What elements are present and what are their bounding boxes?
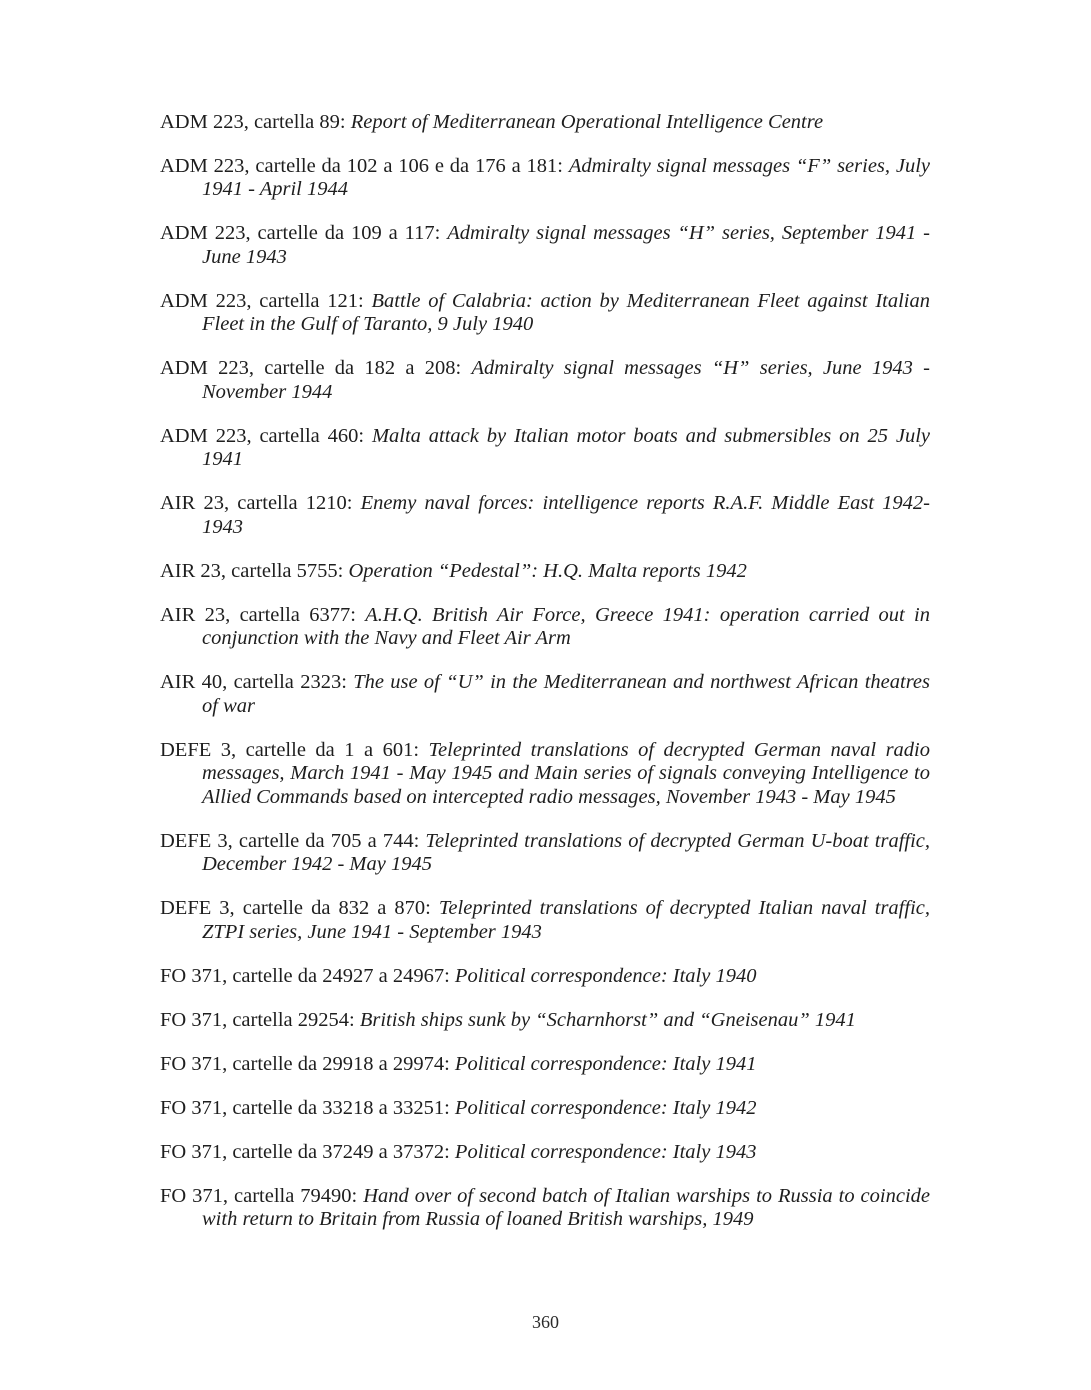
entry-reference: AIR 23, cartella 1210: [160, 492, 361, 514]
archival-source-list [160, 90, 930, 1249]
entry-reference: FO 371, cartelle da 33218 a 33251: [160, 1096, 455, 1119]
entry-reference: ADM 223, cartelle da 109 a 117: [160, 222, 448, 244]
source-entry [160, 155, 930, 202]
entry-title: Admiralty signal messages “F” series, July 1941 - April 1944 [202, 154, 931, 200]
entry-reference: DEFE 3, cartelle da 705 a 744: [160, 829, 426, 852]
entry-title: Teleprinted translations of decrypted German naval radio messages, March 1941 - May 1945 and Main series of signals conveying Intelligence to Allied Commands based on intercepted radio messages, November 1943 - May 1945 [202, 738, 931, 808]
source-entry [160, 739, 930, 810]
entry-reference: FO 371, cartella 79490: [160, 1184, 364, 1207]
entry-reference: FO 371, cartelle da 24927 a 24967: [160, 964, 455, 987]
entry-title: Report of Mediterranean Operational Intelligence Centre [350, 110, 824, 133]
entry-title: Teleprinted translations of decrypted German U-boat traffic, December 1942 - May 1945 [202, 829, 930, 875]
entry-reference: FO 371, cartelle da 37249 a 37372: [160, 1140, 455, 1163]
entry-title: Battle of Calabria: action by Mediterranean Fleet against Italian Fleet in the Gulf of Taranto, 9 July 1940 [202, 289, 930, 335]
source-entry [160, 357, 930, 404]
entry-title: British ships sunk by “Scharnhorst” and “Gneisenau” 1941 [359, 1008, 856, 1031]
source-entry [160, 1009, 930, 1033]
entry-title: Admiralty signal messages “H” series, September 1941 - June 1943 [202, 222, 930, 268]
source-entry [160, 671, 930, 718]
entry-reference: AIR 23, cartella 6377: [160, 603, 366, 626]
entry-title: Political correspondence: Italy 1943 [454, 1140, 757, 1163]
entry-reference: FO 371, cartella 29254: [160, 1008, 360, 1031]
source-entry [160, 897, 930, 944]
entry-reference: AIR 40, cartella 2323: [160, 671, 354, 693]
source-entry [160, 604, 930, 651]
entry-title: Operation “Pedestal”: H.Q. Malta reports 1942 [348, 559, 747, 582]
entry-reference: ADM 223, cartella 460: [160, 424, 372, 447]
entry-reference: ADM 223, cartelle da 102 a 106 e da 176 a 181: [160, 154, 569, 177]
source-entry [160, 560, 930, 584]
entry-title: Enemy naval forces: intelligence reports R.A.F. Middle East 1942-1943 [202, 492, 931, 538]
page-number: 360 [532, 1312, 559, 1332]
entry-title: Admiralty signal messages “H” series, June 1943 - November 1944 [202, 357, 930, 403]
entry-reference: ADM 223, cartella 121: [160, 289, 372, 312]
entry-title: The use of “U” in the Mediterranean and northwest African theatres of war [202, 671, 930, 717]
entry-reference: DEFE 3, cartelle da 832 a 870: [160, 897, 439, 919]
source-entry [160, 1097, 930, 1121]
source-entry [160, 1141, 930, 1165]
entry-reference: FO 371, cartelle da 29918 a 29974: [160, 1052, 455, 1075]
source-entry [160, 222, 930, 269]
entry-reference: ADM 223, cartella 89: [160, 110, 351, 133]
source-entry [160, 965, 930, 989]
entry-title: Malta attack by Italian motor boats and submersibles on 25 July 1941 [202, 424, 931, 470]
source-entry [160, 425, 930, 472]
entry-reference: AIR 23, cartella 5755: [160, 559, 349, 582]
entry-title: Political correspondence: Italy 1942 [454, 1096, 757, 1119]
source-entry [160, 290, 930, 337]
entry-reference: DEFE 3, cartelle da 1 a 601: [160, 738, 429, 761]
source-entry [160, 1053, 930, 1077]
entry-title: Political correspondence: Italy 1940 [454, 964, 757, 987]
entry-title: A.H.Q. British Air Force, Greece 1941: operation carried out in conjunction with the Navy and Fleet Air Arm [202, 603, 930, 649]
source-entry [160, 1185, 930, 1232]
source-entry [160, 492, 930, 539]
entry-title: Hand over of second batch of Italian warships to Russia to coincide with return to Britain from Russia of loaned British warships, 1949 [202, 1184, 930, 1230]
entry-reference: ADM 223, cartelle da 182 a 208: [160, 357, 472, 379]
entry-title: Political correspondence: Italy 1941 [454, 1052, 757, 1075]
source-entry [160, 830, 930, 877]
source-entry [160, 111, 930, 135]
entry-title: Teleprinted translations of decrypted Italian naval traffic, ZTPI series, June 1941 - September 1943 [202, 897, 930, 943]
